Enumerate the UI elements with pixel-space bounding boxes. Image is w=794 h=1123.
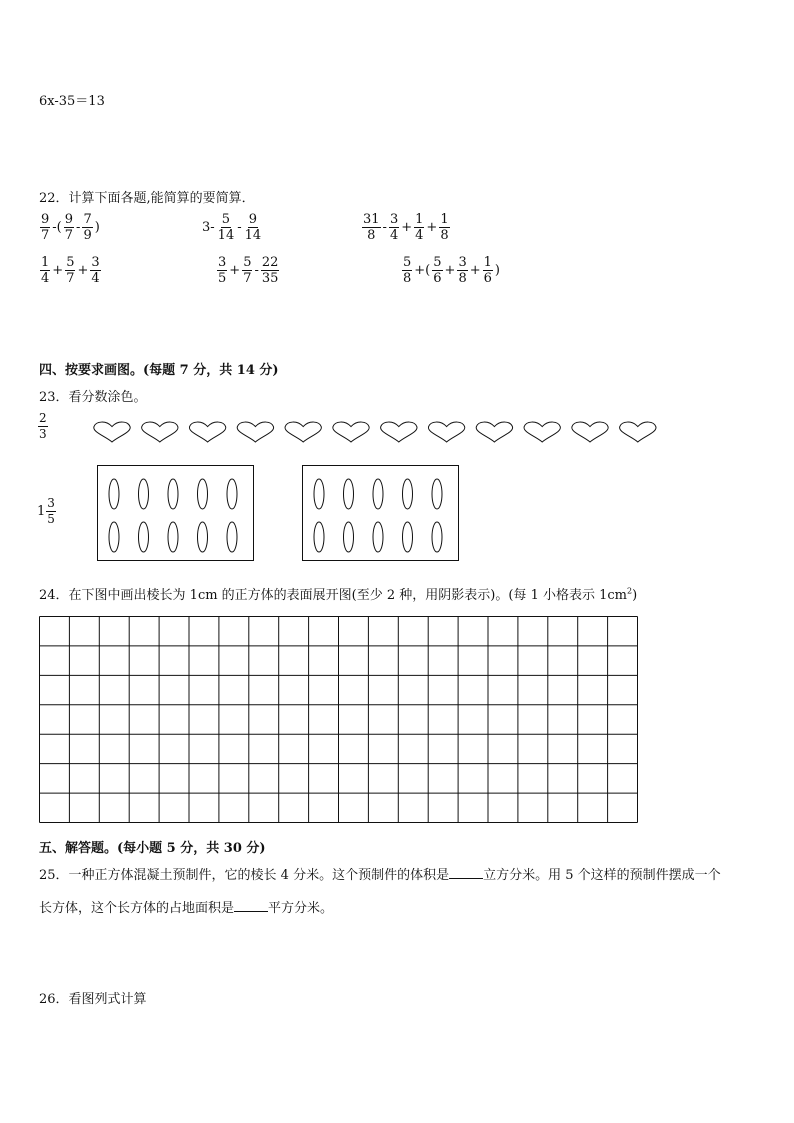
fraction: [439, 212, 449, 243]
q25-line-2: [39, 897, 333, 916]
oval-shape[interactable]: [432, 479, 442, 509]
q22-expr-2: [201, 212, 263, 243]
operator: +: [77, 263, 89, 278]
heart-shape[interactable]: [476, 422, 512, 442]
oval-shape[interactable]: [344, 479, 354, 509]
oval-box-2: [302, 465, 459, 561]
numerator: 5: [433, 255, 442, 270]
oval-shape[interactable]: [373, 479, 383, 509]
hearts-row: [88, 418, 663, 446]
numerator: 22: [261, 255, 279, 270]
operator: +: [52, 263, 64, 278]
numerator: 1: [483, 255, 492, 270]
numerator: 3: [91, 255, 100, 270]
fraction: [90, 255, 100, 286]
numerator: 3: [218, 255, 227, 270]
q25-line-1: [39, 864, 721, 883]
heart-shape[interactable]: [620, 422, 656, 442]
fraction: [457, 255, 467, 286]
section-5-heading: 五、解答题。(每小题 5 分，共 30 分): [39, 841, 266, 856]
oval-shape[interactable]: [344, 522, 354, 552]
heart-shape[interactable]: [285, 422, 321, 442]
numerator: 5: [66, 255, 75, 270]
numerator: 5: [243, 255, 252, 270]
fraction: [82, 212, 92, 243]
q23-fraction: [37, 411, 49, 442]
numerator: 9: [248, 212, 258, 227]
fraction: [242, 255, 252, 286]
fraction: [362, 212, 381, 243]
numerator: 7: [83, 212, 92, 227]
oval-shape[interactable]: [227, 479, 237, 509]
numerator: 1: [440, 212, 449, 227]
oval-shape[interactable]: [139, 479, 149, 509]
operator: -: [237, 220, 242, 235]
oval-shape[interactable]: [168, 479, 178, 509]
q24-prompt: [39, 584, 637, 603]
operator: ): [94, 220, 100, 235]
denominator: 14: [244, 228, 262, 243]
denominator: 3: [39, 427, 47, 441]
denominator: 4: [389, 228, 399, 243]
q23-mixed-number: [37, 496, 57, 527]
denominator: 8: [458, 271, 467, 286]
fraction: [40, 255, 50, 286]
denominator: 7: [66, 271, 75, 286]
denominator: 9: [83, 228, 92, 243]
operator: -: [254, 263, 259, 278]
q23-prompt: 23．看分数涂色。: [39, 390, 147, 405]
fraction: [217, 212, 236, 243]
oval-shape[interactable]: [432, 522, 442, 552]
operator: +: [426, 220, 438, 235]
operator: +(: [414, 263, 431, 278]
denominator: 6: [433, 271, 442, 286]
q26-prompt: 26．看图列式计算: [39, 992, 147, 1007]
q22-expr-5: [216, 255, 280, 286]
q22-prompt: 22．计算下面各题,能简算的要简算．: [39, 191, 255, 206]
oval-shape[interactable]: [373, 522, 383, 552]
q25-text-2: 立方分米。用 5 个这样的预制件摆成一个: [483, 868, 721, 883]
q24-sup: 2: [626, 586, 633, 596]
operator: +: [401, 220, 413, 235]
denominator: 4: [91, 271, 100, 286]
fraction: [64, 212, 74, 243]
section-4-heading: 四、按要求画图。(每题 7 分，共 14 分): [39, 363, 279, 378]
numerator: 31: [363, 212, 380, 227]
oval-shape[interactable]: [198, 479, 208, 509]
denominator: 8: [440, 228, 449, 243]
operator: -: [76, 220, 81, 235]
denominator: 6: [483, 271, 492, 286]
denominator: 8: [367, 228, 376, 243]
q24-text: 24．在下图中画出棱长为 1cm 的正方体的表面展开图(至少 2 种，用阴影表示)。(每 1 小格表示 1cm: [39, 588, 627, 603]
heart-shape[interactable]: [94, 422, 130, 442]
fraction: [483, 255, 493, 286]
oval-shape[interactable]: [109, 522, 119, 552]
q22-expr-1: [39, 212, 101, 243]
operator: -(: [52, 220, 62, 235]
heart-shape[interactable]: [572, 422, 608, 442]
fraction: [389, 212, 399, 243]
q24-text-end: ): [632, 588, 638, 603]
numerator: 1: [415, 212, 424, 227]
heart-shape[interactable]: [237, 422, 273, 442]
q25-text-3: 长方体，这个长方体的占地面积是: [39, 901, 235, 916]
denominator: 35: [261, 271, 279, 286]
numerator: 3: [47, 496, 55, 510]
operator: -: [382, 220, 387, 235]
numerator: 1: [41, 255, 50, 270]
numerator: 5: [221, 212, 231, 227]
denominator: 4: [41, 271, 50, 286]
numerator: 5: [403, 255, 412, 270]
denominator: 5: [218, 271, 227, 286]
heart-shape[interactable]: [142, 422, 178, 442]
oval-shape[interactable]: [198, 522, 208, 552]
square-grid[interactable]: [39, 616, 639, 824]
heart-shape[interactable]: [189, 422, 225, 442]
ovals-2: [303, 466, 458, 560]
heart-shape[interactable]: [524, 422, 560, 442]
fraction: [432, 255, 442, 286]
numerator: 2: [39, 411, 47, 425]
heart-shape[interactable]: [428, 422, 464, 442]
operator: 3-: [202, 220, 215, 235]
oval-shape[interactable]: [403, 479, 413, 509]
denominator: 4: [415, 228, 424, 243]
oval-shape[interactable]: [403, 522, 413, 552]
operator: +: [444, 263, 456, 278]
numerator: 3: [458, 255, 467, 270]
fraction: [65, 255, 75, 286]
operator: +: [469, 263, 481, 278]
denominator: 7: [64, 228, 74, 243]
denominator: 7: [41, 228, 50, 243]
fraction: [244, 212, 263, 243]
heart-shape[interactable]: [381, 422, 417, 442]
oval-shape[interactable]: [227, 522, 237, 552]
volume-answer-blank[interactable]: [449, 866, 483, 879]
area-answer-blank[interactable]: [234, 899, 268, 912]
operator: ): [494, 263, 500, 278]
fraction: [40, 212, 50, 243]
fraction: [261, 255, 280, 286]
q25-text-1: 25．一种正方体混凝土预制件，它的棱长 4 分米。这个预制件的体积是: [39, 868, 450, 883]
denominator: 8: [403, 271, 412, 286]
oval-shape[interactable]: [109, 479, 119, 509]
oval-box-1: [97, 465, 254, 561]
oval-shape[interactable]: [168, 522, 178, 552]
equation: 6x-35＝13: [39, 94, 105, 109]
denominator: 14: [217, 228, 235, 243]
numerator: 9: [64, 212, 74, 227]
oval-shape[interactable]: [314, 522, 324, 552]
oval-shape[interactable]: [314, 479, 324, 509]
q22-expr-3: [361, 212, 451, 243]
q22-expr-6: [401, 255, 501, 286]
ovals-1: [98, 466, 253, 560]
fraction: [414, 212, 424, 243]
denominator: 7: [243, 271, 252, 286]
denominator: 5: [47, 512, 55, 526]
q25-text-4: 平方分米。: [268, 901, 334, 916]
mixed-whole: 1: [37, 504, 46, 519]
numerator: 3: [389, 212, 399, 227]
heart-shape[interactable]: [333, 422, 369, 442]
q22-expr-4: [39, 255, 102, 286]
fraction: [217, 255, 227, 286]
numerator: 9: [41, 212, 50, 227]
operator: +: [229, 263, 241, 278]
oval-shape[interactable]: [139, 522, 149, 552]
fraction: [402, 255, 412, 286]
